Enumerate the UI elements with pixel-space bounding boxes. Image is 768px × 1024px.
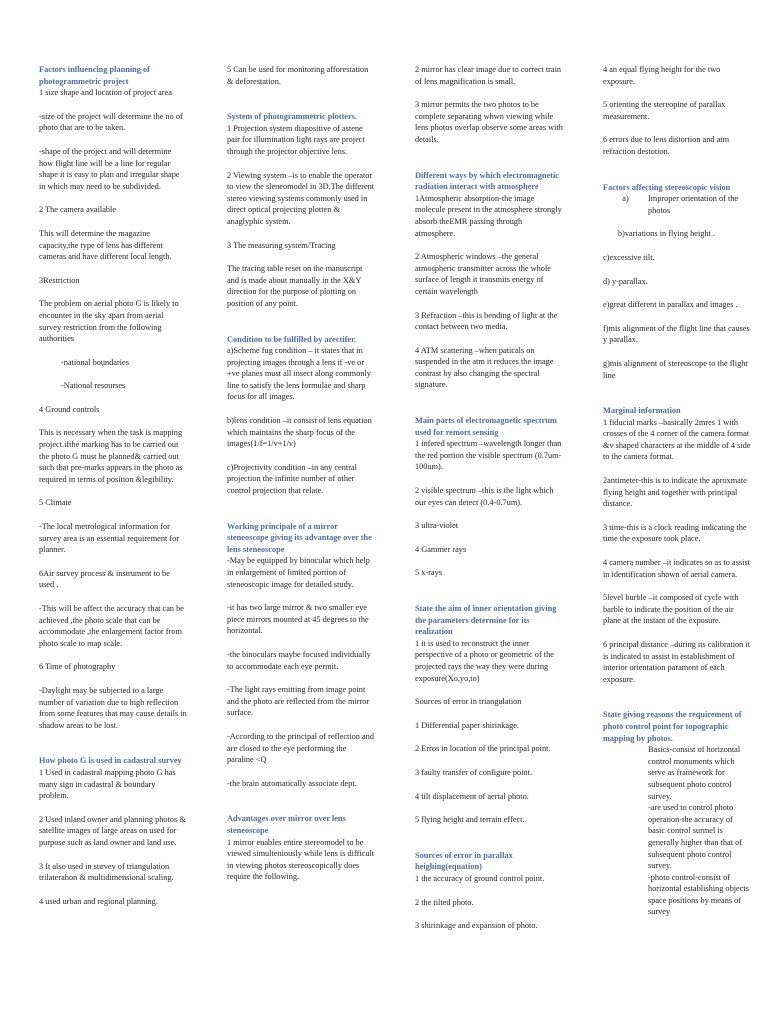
paragraph: 2 visible spectrum –this is the light which our eyes can detect (0.4-0.7um). — [415, 486, 554, 507]
paragraph: 3Restriction — [39, 275, 80, 285]
list-item: -National resourses — [61, 381, 126, 391]
list-item: -national boundaries — [61, 357, 129, 367]
column-3 — [415, 64, 563, 944]
heading-rectifier: Condition to be fulfilled by arectifer. — [227, 334, 357, 344]
paragraph: 2 Used inland owner and planning photos & satellite images of large areas on used for purpose such as land owner and land use. — [39, 814, 186, 847]
paragraph: 2 Erros in location of the principal point. — [415, 744, 551, 754]
paragraph: 3 Refraction –this is bending of light at the contact between two media. — [415, 310, 558, 332]
paragraph: 3 mirror permits the two photos to be complete separating whwn viewing while lens photos overlap observe some areas with details. — [415, 100, 563, 144]
paragraph: a)Scheme fug condition – it states that in projecting images through a lens if -ve or +ve planes must all insect along commonly line to satisfy the lens formulae and sharp focus for all images. — [227, 346, 371, 402]
paragraph: 4 an equal flying height for the two exposure. — [603, 65, 721, 86]
paragraph: -the binoculars maybe focused individually to accommodate each eye permit. — [227, 649, 371, 671]
paragraph: -photo control-consist of horizontal establishing objects space positions by means of survey — [648, 872, 749, 917]
paragraph: 1 fiducial marks –basically 2mres 1 with crosses of the 4 corner of the camera format &v shaped characters at the middle of 4 side to the camera format. — [603, 417, 751, 462]
paragraph: 1 Differential paper shirinkage. — [415, 720, 519, 730]
paragraph: -May be equipped by binocular which help in enlargement of limited portion of steneoscopic image for detailed study. — [227, 556, 370, 589]
paragraph: -the brain automatically associate dept. — [227, 778, 357, 788]
paragraph: -According to the principal of reflection and are closed to the eye performing the paraline <Q — [227, 731, 374, 765]
paragraph: -it has two large mirror & two smaller eye piece mirrors mounted at 45 degrees to the horizontal. — [227, 603, 369, 636]
paragraph: 5level burble –it composed of cycle with barble to indicate the position of the air plane at the instant of the exposure. — [603, 593, 739, 626]
heading-cadastral: How photo G is used in cadastral survey — [39, 756, 182, 766]
paragraph: 4 Ground controls — [39, 404, 100, 414]
heading-plotters: System of photogrammetric plotters. — [227, 112, 357, 122]
paragraph: -The light rays emitting from image point and the photo are reflected from the mirror surface. — [227, 685, 370, 718]
paragraph: 3 faulty transfer of configure point. — [415, 767, 533, 777]
paragraph: The problem on aerial photo G is likely to encounter in the sky apart from aerial survey restriction from the following authorities — [39, 299, 179, 344]
paragraph: 2 Atmospheric windows –the general atmospheric transmitter across the whole surface of length it transmits energy of certain wavelength — [415, 252, 551, 296]
paragraph: This will determine the magazine capacity,the type of lens has different cameras and have different local length. — [39, 228, 172, 262]
list-item: c)excessive tilt. — [603, 252, 655, 262]
paragraph: 4 ATM scattering –when paticals on suspended in the atm it reduces the image contrast by also changing the spectral signature. — [415, 345, 554, 390]
paragraph: 1 mirror enables entire stereomodel to be viewed simulteniously while lens is difficult in viewing photos stereoscopically does require the following. — [227, 837, 375, 882]
paragraph: 1Atmospheric absorption-the image molecule present in the atmosphere strongly absorb theEMR passing through atmosphere. — [415, 193, 562, 238]
paragraph: 4 camera number –it indicates so as to assist in identification shown of aerial camera. — [603, 558, 751, 579]
paragraph: 3 It also used in survey of triangulation trilaterahon & multidimensional scaling. — [39, 861, 174, 883]
paragraph: 1 the accuracy of ground control point. — [415, 873, 545, 883]
paragraph: -size of the project will determine the no of photo that are to be taken. — [39, 111, 183, 133]
paragraph: -Daylight may be subjected to a large number of variation due to high reflection from some features that may cause details in shadow areas to be lost. — [39, 685, 187, 730]
paragraph: 3 time-this is a clock reading indicating the time the exposure took place. — [603, 522, 747, 544]
paragraph: 1 Projection system diapositive of astene pair for illumination light rays are project through the projector objective lens. — [227, 123, 365, 156]
paragraph: 5 Climate — [39, 498, 72, 508]
paragraph: 1 infered spectrum –wavelength longer than the red portion the visible spectrum (0.7um-100um). — [415, 439, 562, 472]
paragraph: 6 principal distance –during its calibration it is indicated to assist in establishment of interior orientation parament of each exposure. — [603, 640, 751, 684]
paragraph: 4 used urban and regional planning. — [39, 896, 158, 906]
heading-advantages: Advantages over mirror over lens steneoscope — [227, 814, 346, 835]
paragraph: 3 shirinkage and expansion of photo. — [415, 921, 538, 931]
paragraph: 6Air survey process & instrument to be used . — [39, 568, 170, 590]
paragraph: 1 size shape and location of project area — [39, 88, 172, 98]
heading-planning-factors: Factors influencing planning of photogrammetric project — [39, 65, 150, 86]
heading-mirror-stereoscope: Working principale of a mirror steneoscope giving its advantage over the lens steneoscope — [227, 521, 372, 554]
paragraph: c)Projectivity condition –in any central projection the infinite number of other control projection that relate. — [227, 462, 357, 496]
paragraph: 5 Can be used for monitoring afforestation & deforestation. — [227, 65, 369, 86]
paragraph: 4 Gammer rays — [415, 544, 467, 554]
paragraph: 1 it is used to reconstruct the inner perspective of a photo or geometric of the projected rays the way they were during exposure(Xo,yo,to) — [415, 638, 554, 683]
heading-em-spectrum: Main parts of electromagnetic spectrum used for remort sensing — [415, 416, 557, 437]
heading-photo-control: State giving reasons the requirement of photo control point for topographic mapping by photos. — [603, 710, 742, 743]
column-1 — [39, 64, 187, 919]
paragraph: 2 mirror has clear image due to correct train of lens magnification is small. — [415, 65, 562, 86]
paragraph: 5 orienting the stereopine of parallax measurement. — [603, 100, 726, 121]
paragraph: 3 The measuring system/Tracing — [227, 240, 336, 250]
paragraph: The tracing table reset on the manuscript and is made about manually in the X&Y direction for the purpose of plotting on position of any point. — [227, 264, 363, 308]
paragraph: 1 Used in cadastral mapping photo G has many sign in cadastral & boundary problem. — [39, 767, 176, 801]
paragraph: 2 The camera available — [39, 205, 117, 215]
heading-emr-atmosphere: Different ways by which electromagnetic radiation interact with atmosphere — [415, 170, 559, 192]
list-item: g)mis alignment of stereoscope to the flight line — [603, 358, 748, 380]
list-label: a) — [622, 194, 629, 204]
paragraph: 6 errors due to lens distortion and atm refraction destotion. — [603, 135, 730, 156]
list-item: f)mis alignment of the flight line that causes y parallax. — [603, 323, 750, 345]
paragraph: 5 x-rays — [415, 568, 442, 578]
heading-inner-orientation: State the aim of inner orientation giving the parameters determine for its realization — [415, 604, 557, 637]
list-item: d) y-parallax. — [603, 276, 648, 286]
paragraph: -are used to control photo operation-the accuracy of basic control surmel is generally higher than that of subsequent photo control survey. — [648, 803, 742, 871]
list-item: e)great different in parallax and images . — [603, 300, 738, 310]
paragraph: -shape of the project and will determine how flight line will be a line for regular shape it is easy to plan and irregular shape in which may need to be subdivided. — [39, 146, 180, 191]
paragraph: 5 flying height and terrain effect. — [415, 815, 525, 825]
paragraph: -This will be affect the accuracy that can be achieved ,the photo scale that can be accommodate ,the enlargement factor from photo scale to map scale. — [39, 604, 184, 648]
paragraph: 3 ultra-violet — [415, 521, 459, 531]
list-text: Improper orientation of the photos — [648, 194, 739, 215]
paragraph: Basics-consist of horizontal control monuments which serve as framework for subsequent photo control survey. — [648, 745, 741, 801]
list-item: b)variations in flying height . — [618, 229, 716, 239]
paragraph: 6 Time of photography — [39, 662, 116, 672]
column-2 — [227, 64, 375, 895]
heading-marginal-information: Marginal information — [603, 406, 681, 416]
paragraph: 2 Viewing system –is to enable the operator to view the sleneomodel in 3D.The different stereo viewing systems commonly used in direct optical projecting plotten & anaglyphic system. — [227, 170, 375, 226]
paragraph: Sources of error in triangulation — [415, 697, 522, 707]
list-item — [603, 193, 751, 216]
heading-parallax-errors: Sources of error in parallax heighing(equation) — [415, 850, 513, 872]
paragraph: b)lens condition –it consist of lens equation which maintains the sharp focus of the images(1/f=1/v+1/v) — [227, 416, 372, 449]
column-4 — [603, 64, 751, 918]
paragraph: 4 tilt displacement of aerial photo. — [415, 791, 529, 801]
paragraph: 2antimeter-this is to indicate the aproxmate flying height and together with principal distance. — [603, 476, 747, 509]
paragraph: This is necessary when the task is mapping project.ifthe marking has to be carried out the photo G must be planned& carried out such that pre-marks appears in the photo as required in terms of position &legibility. — [39, 428, 183, 484]
heading-stereoscopic-vision: Factors affecting stereoscopic vision — [603, 182, 731, 192]
paragraph: -The local metrological information for survey area is an essential requirement for planner. — [39, 522, 180, 555]
paragraph: 2 the tilted photo. — [415, 897, 474, 907]
